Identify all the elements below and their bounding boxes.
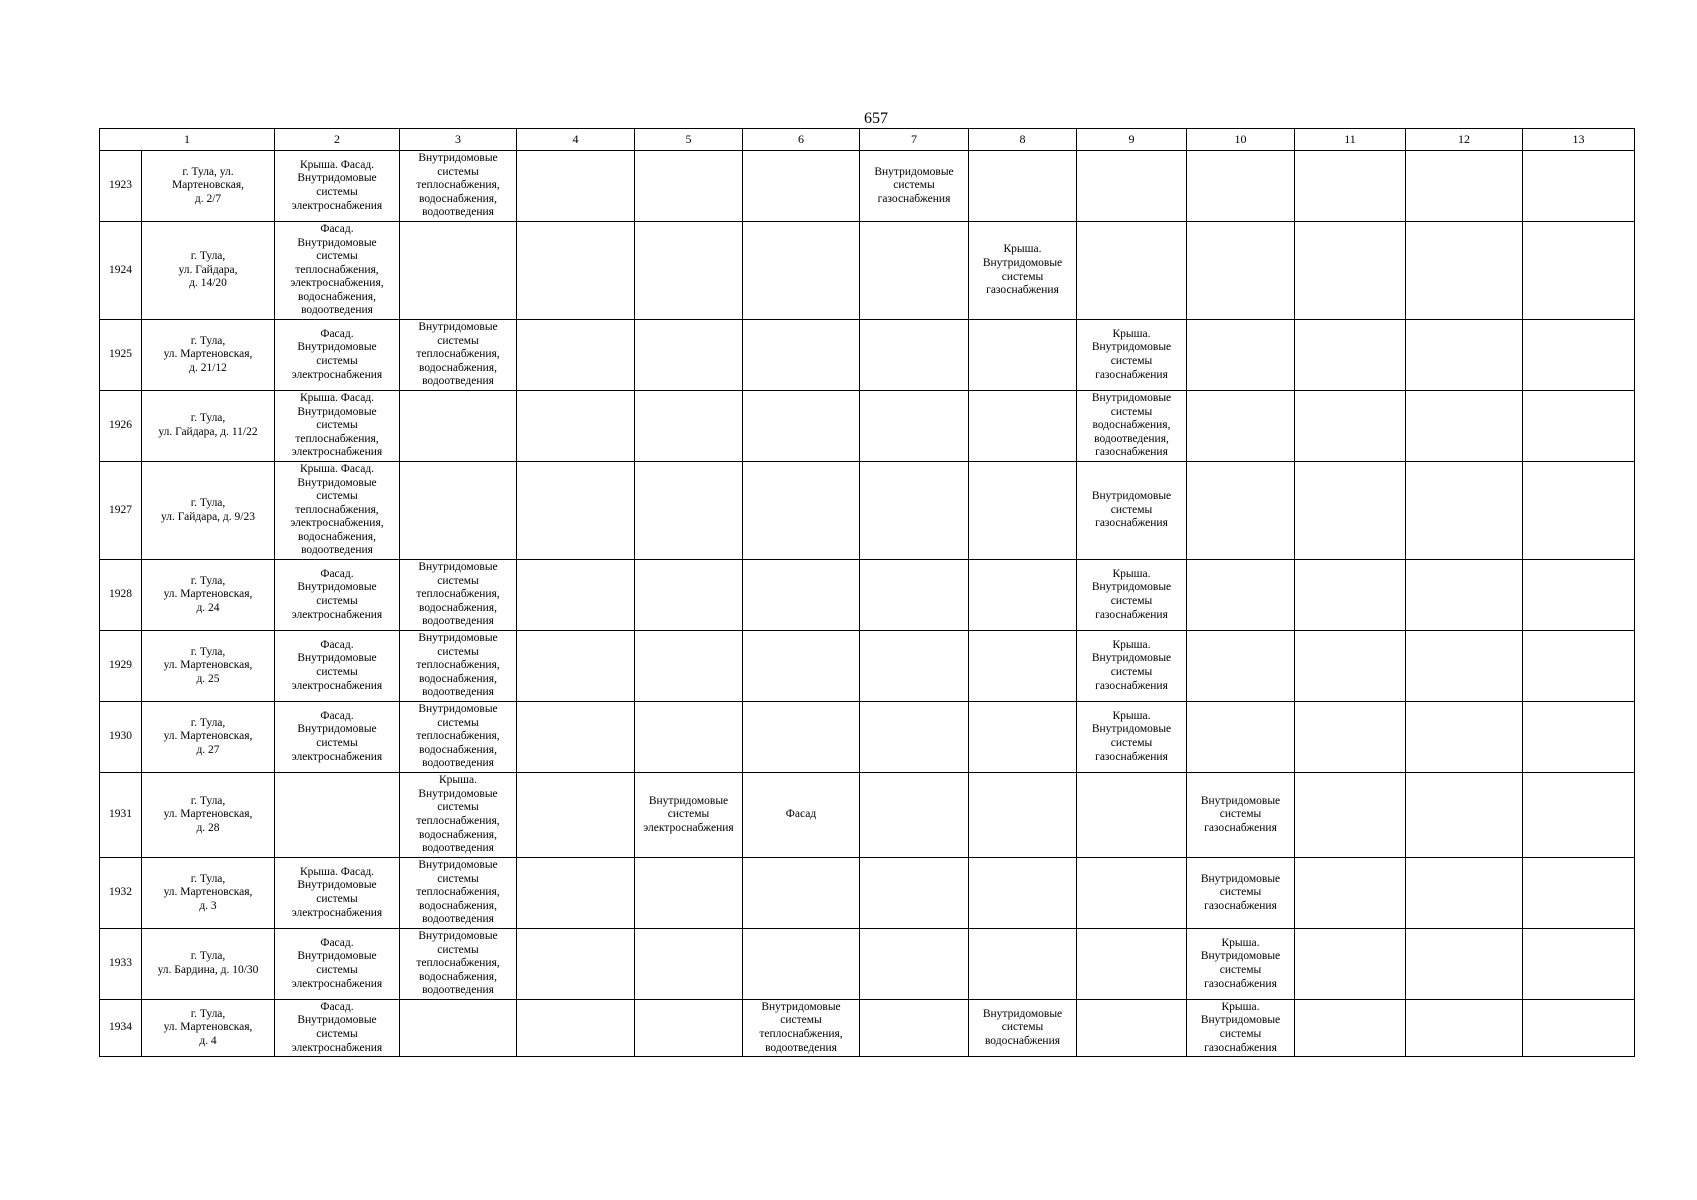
address-cell: г. Тула, ул. Мартеновская, д. 25 xyxy=(142,631,275,702)
row-number-cell: 1924 xyxy=(100,222,142,320)
table-row xyxy=(100,858,1635,929)
work-cell-col-8 xyxy=(969,462,1077,560)
work-cell-col-10 xyxy=(1187,320,1295,391)
work-cell-col-7 xyxy=(860,222,969,320)
work-cell-col-10: Внутридомовые системы газоснабжения xyxy=(1187,773,1295,858)
work-cell-col-3: Внутридомовые системы теплоснабжения, водоснабжения, водоотведения xyxy=(400,702,517,773)
work-cell-col-11 xyxy=(1295,391,1406,462)
work-cell-col-11 xyxy=(1295,320,1406,391)
work-cell-col-8: Крыша. Внутридомовые системы газоснабжения xyxy=(969,222,1077,320)
work-cell-col-5 xyxy=(635,929,743,1000)
column-header: 8 xyxy=(969,129,1077,151)
work-cell-col-5 xyxy=(635,702,743,773)
work-cell-col-2: Фасад. Внутридомовые системы электроснабжения xyxy=(275,702,400,773)
work-cell-col-11 xyxy=(1295,702,1406,773)
work-cell-col-13 xyxy=(1523,631,1635,702)
work-cell-col-8 xyxy=(969,560,1077,631)
work-cell-col-12 xyxy=(1406,462,1523,560)
work-cell-col-2 xyxy=(275,773,400,858)
address-cell: г. Тула, ул. Мартеновская, д. 27 xyxy=(142,702,275,773)
column-header: 12 xyxy=(1406,129,1523,151)
work-cell-col-4 xyxy=(517,631,635,702)
work-cell-col-13 xyxy=(1523,560,1635,631)
work-cell-col-6 xyxy=(743,702,860,773)
work-cell-col-9 xyxy=(1077,151,1187,222)
row-number-cell: 1931 xyxy=(100,773,142,858)
work-cell-col-11 xyxy=(1295,929,1406,1000)
work-cell-col-6 xyxy=(743,151,860,222)
work-cell-col-9 xyxy=(1077,929,1187,1000)
work-cell-col-12 xyxy=(1406,1000,1523,1057)
work-cell-col-6 xyxy=(743,858,860,929)
work-cell-col-9: Крыша. Внутридомовые системы газоснабжения xyxy=(1077,320,1187,391)
work-cell-col-13 xyxy=(1523,1000,1635,1057)
work-cell-col-5: Внутридомовые системы электроснабжения xyxy=(635,773,743,858)
work-cell-col-4 xyxy=(517,702,635,773)
work-cell-col-5 xyxy=(635,151,743,222)
work-cell-col-4 xyxy=(517,560,635,631)
work-cell-col-2: Фасад. Внутридомовые системы электроснабжения xyxy=(275,560,400,631)
column-header: 7 xyxy=(860,129,969,151)
work-cell-col-4 xyxy=(517,773,635,858)
work-cell-col-4 xyxy=(517,151,635,222)
work-cell-col-10 xyxy=(1187,631,1295,702)
work-cell-col-12 xyxy=(1406,858,1523,929)
work-cell-col-11 xyxy=(1295,151,1406,222)
work-cell-col-8 xyxy=(969,773,1077,858)
row-number-cell: 1929 xyxy=(100,631,142,702)
work-cell-col-7 xyxy=(860,631,969,702)
table-row xyxy=(100,391,1635,462)
work-cell-col-12 xyxy=(1406,391,1523,462)
work-cell-col-13 xyxy=(1523,391,1635,462)
work-cell-col-5 xyxy=(635,631,743,702)
table-row xyxy=(100,702,1635,773)
work-cell-col-8 xyxy=(969,631,1077,702)
work-cell-col-10 xyxy=(1187,462,1295,560)
work-cell-col-9 xyxy=(1077,1000,1187,1057)
work-cell-col-13 xyxy=(1523,222,1635,320)
work-cell-col-7 xyxy=(860,858,969,929)
address-cell: г. Тула, ул. Мартеновская, д. 3 xyxy=(142,858,275,929)
table-row xyxy=(100,560,1635,631)
work-cell-col-4 xyxy=(517,462,635,560)
work-cell-col-11 xyxy=(1295,631,1406,702)
work-cell-col-4 xyxy=(517,929,635,1000)
work-cell-col-7 xyxy=(860,702,969,773)
table-row xyxy=(100,151,1635,222)
row-number-cell: 1930 xyxy=(100,702,142,773)
work-cell-col-5 xyxy=(635,320,743,391)
work-cell-col-4 xyxy=(517,320,635,391)
work-cell-col-11 xyxy=(1295,560,1406,631)
work-cell-col-13 xyxy=(1523,151,1635,222)
work-cell-col-8 xyxy=(969,858,1077,929)
work-cell-col-10 xyxy=(1187,391,1295,462)
work-cell-col-2: Крыша. Фасад. Внутридомовые системы теплоснабжения, электроснабжения, водоснабжения, водоотведения xyxy=(275,462,400,560)
address-cell: г. Тула, ул. Гайдара, д. 11/22 xyxy=(142,391,275,462)
row-number-cell: 1934 xyxy=(100,1000,142,1057)
work-cell-col-12 xyxy=(1406,151,1523,222)
work-cell-col-6 xyxy=(743,560,860,631)
address-cell: г. Тула, ул. Гайдара, д. 9/23 xyxy=(142,462,275,560)
column-header: 9 xyxy=(1077,129,1187,151)
work-cell-col-12 xyxy=(1406,773,1523,858)
column-header: 2 xyxy=(275,129,400,151)
address-cell: г. Тула, ул. Бардина, д. 10/30 xyxy=(142,929,275,1000)
table-row xyxy=(100,320,1635,391)
work-cell-col-7 xyxy=(860,773,969,858)
column-header: 10 xyxy=(1187,129,1295,151)
work-cell-col-10: Крыша. Внутридомовые системы газоснабжения xyxy=(1187,1000,1295,1057)
row-number-cell: 1932 xyxy=(100,858,142,929)
table-row xyxy=(100,1000,1635,1057)
work-cell-col-9: Крыша. Внутридомовые системы газоснабжения xyxy=(1077,631,1187,702)
work-cell-col-12 xyxy=(1406,929,1523,1000)
address-cell: г. Тула, ул. Мартеновская, д. 2/7 xyxy=(142,151,275,222)
column-header: 11 xyxy=(1295,129,1406,151)
work-cell-col-6 xyxy=(743,462,860,560)
work-cell-col-7 xyxy=(860,391,969,462)
work-cell-col-3: Внутридомовые системы теплоснабжения, водоснабжения, водоотведения xyxy=(400,858,517,929)
work-cell-col-2: Фасад. Внутридомовые системы электроснабжения xyxy=(275,929,400,1000)
table-row xyxy=(100,631,1635,702)
work-cell-col-3 xyxy=(400,462,517,560)
work-cell-col-3 xyxy=(400,222,517,320)
work-cell-col-6 xyxy=(743,929,860,1000)
work-cell-col-8 xyxy=(969,929,1077,1000)
work-cell-col-8 xyxy=(969,391,1077,462)
work-cell-col-7 xyxy=(860,560,969,631)
work-cell-col-3: Внутридомовые системы теплоснабжения, водоснабжения, водоотведения xyxy=(400,320,517,391)
row-number-cell: 1925 xyxy=(100,320,142,391)
work-cell-col-2: Крыша. Фасад. Внутридомовые системы теплоснабжения, электроснабжения xyxy=(275,391,400,462)
work-cell-col-4 xyxy=(517,222,635,320)
work-cell-col-2: Фасад. Внутридомовые системы теплоснабжения, электроснабжения, водоснабжения, водоотведения xyxy=(275,222,400,320)
address-cell: г. Тула, ул. Мартеновская, д. 21/12 xyxy=(142,320,275,391)
table-body xyxy=(100,151,1635,1057)
work-cell-col-2: Крыша. Фасад. Внутридомовые системы электроснабжения xyxy=(275,858,400,929)
work-cell-col-10: Внутридомовые системы газоснабжения xyxy=(1187,858,1295,929)
work-cell-col-3: Внутридомовые системы теплоснабжения, водоснабжения, водоотведения xyxy=(400,560,517,631)
row-number-cell: 1928 xyxy=(100,560,142,631)
address-cell: г. Тула, ул. Гайдара, д. 14/20 xyxy=(142,222,275,320)
work-cell-col-13 xyxy=(1523,462,1635,560)
work-cell-col-10 xyxy=(1187,560,1295,631)
table-row xyxy=(100,222,1635,320)
work-cell-col-2: Фасад. Внутридомовые системы электроснабжения xyxy=(275,1000,400,1057)
work-cell-col-5 xyxy=(635,462,743,560)
work-cell-col-6 xyxy=(743,320,860,391)
work-cell-col-3: Внутридомовые системы теплоснабжения, водоснабжения, водоотведения xyxy=(400,151,517,222)
work-cell-col-2: Фасад. Внутридомовые системы электроснабжения xyxy=(275,631,400,702)
work-cell-col-2: Крыша. Фасад. Внутридомовые системы электроснабжения xyxy=(275,151,400,222)
work-cell-col-11 xyxy=(1295,462,1406,560)
work-cell-col-2: Фасад. Внутридомовые системы электроснабжения xyxy=(275,320,400,391)
work-cell-col-3 xyxy=(400,391,517,462)
work-cell-col-6 xyxy=(743,631,860,702)
address-cell: г. Тула, ул. Мартеновская, д. 4 xyxy=(142,1000,275,1057)
work-cell-col-4 xyxy=(517,1000,635,1057)
work-cell-col-9: Внутридомовые системы газоснабжения xyxy=(1077,462,1187,560)
column-header: 13 xyxy=(1523,129,1635,151)
row-number-cell: 1923 xyxy=(100,151,142,222)
work-cell-col-8 xyxy=(969,151,1077,222)
table-row xyxy=(100,462,1635,560)
row-number-cell: 1926 xyxy=(100,391,142,462)
work-cell-col-12 xyxy=(1406,222,1523,320)
work-cell-col-3: Внутридомовые системы теплоснабжения, водоснабжения, водоотведения xyxy=(400,631,517,702)
work-cell-col-4 xyxy=(517,858,635,929)
address-cell: г. Тула, ул. Мартеновская, д. 28 xyxy=(142,773,275,858)
work-cell-col-9: Крыша. Внутридомовые системы газоснабжения xyxy=(1077,702,1187,773)
column-header: 1 xyxy=(100,129,275,151)
work-cell-col-11 xyxy=(1295,222,1406,320)
work-cell-col-13 xyxy=(1523,929,1635,1000)
work-cell-col-7 xyxy=(860,929,969,1000)
table-row xyxy=(100,773,1635,858)
work-cell-col-12 xyxy=(1406,320,1523,391)
work-cell-col-8: Внутридомовые системы водоснабжения xyxy=(969,1000,1077,1057)
row-number-cell: 1933 xyxy=(100,929,142,1000)
table-row xyxy=(100,929,1635,1000)
column-header: 3 xyxy=(400,129,517,151)
work-cell-col-5 xyxy=(635,222,743,320)
work-cell-col-9: Внутридомовые системы водоснабжения, водоотведения, газоснабжения xyxy=(1077,391,1187,462)
work-cell-col-5 xyxy=(635,1000,743,1057)
work-cell-col-7 xyxy=(860,1000,969,1057)
work-cell-col-12 xyxy=(1406,702,1523,773)
work-cell-col-3: Внутридомовые системы теплоснабжения, водоснабжения, водоотведения xyxy=(400,929,517,1000)
work-cell-col-8 xyxy=(969,702,1077,773)
work-cell-col-8 xyxy=(969,320,1077,391)
header-row xyxy=(100,129,1635,151)
work-cell-col-7 xyxy=(860,462,969,560)
page-number: 657 xyxy=(864,110,888,127)
work-cell-col-9 xyxy=(1077,858,1187,929)
work-cell-col-3 xyxy=(400,1000,517,1057)
work-cell-col-11 xyxy=(1295,1000,1406,1057)
work-cell-col-10 xyxy=(1187,702,1295,773)
column-header: 5 xyxy=(635,129,743,151)
work-cell-col-6 xyxy=(743,222,860,320)
work-cell-col-9 xyxy=(1077,773,1187,858)
repair-schedule-table xyxy=(99,128,1635,1057)
work-cell-col-5 xyxy=(635,391,743,462)
work-cell-col-13 xyxy=(1523,773,1635,858)
work-cell-col-13 xyxy=(1523,320,1635,391)
column-header: 6 xyxy=(743,129,860,151)
work-cell-col-9 xyxy=(1077,222,1187,320)
work-cell-col-3: Крыша. Внутридомовые системы теплоснабжения, водоснабжения, водоотведения xyxy=(400,773,517,858)
column-header: 4 xyxy=(517,129,635,151)
work-cell-col-11 xyxy=(1295,858,1406,929)
work-cell-col-10: Крыша. Внутридомовые системы газоснабжения xyxy=(1187,929,1295,1000)
work-cell-col-13 xyxy=(1523,858,1635,929)
work-cell-col-5 xyxy=(635,560,743,631)
work-cell-col-6: Внутридомовые системы теплоснабжения, водоотведения xyxy=(743,1000,860,1057)
work-cell-col-6: Фасад xyxy=(743,773,860,858)
work-cell-col-10 xyxy=(1187,151,1295,222)
work-cell-col-10 xyxy=(1187,222,1295,320)
work-cell-col-12 xyxy=(1406,560,1523,631)
work-cell-col-9: Крыша. Внутридомовые системы газоснабжения xyxy=(1077,560,1187,631)
work-cell-col-11 xyxy=(1295,773,1406,858)
address-cell: г. Тула, ул. Мартеновская, д. 24 xyxy=(142,560,275,631)
work-cell-col-4 xyxy=(517,391,635,462)
work-cell-col-6 xyxy=(743,391,860,462)
work-cell-col-7 xyxy=(860,320,969,391)
work-cell-col-5 xyxy=(635,858,743,929)
work-cell-col-13 xyxy=(1523,702,1635,773)
work-cell-col-12 xyxy=(1406,631,1523,702)
row-number-cell: 1927 xyxy=(100,462,142,560)
work-cell-col-7: Внутридомовые системы газоснабжения xyxy=(860,151,969,222)
